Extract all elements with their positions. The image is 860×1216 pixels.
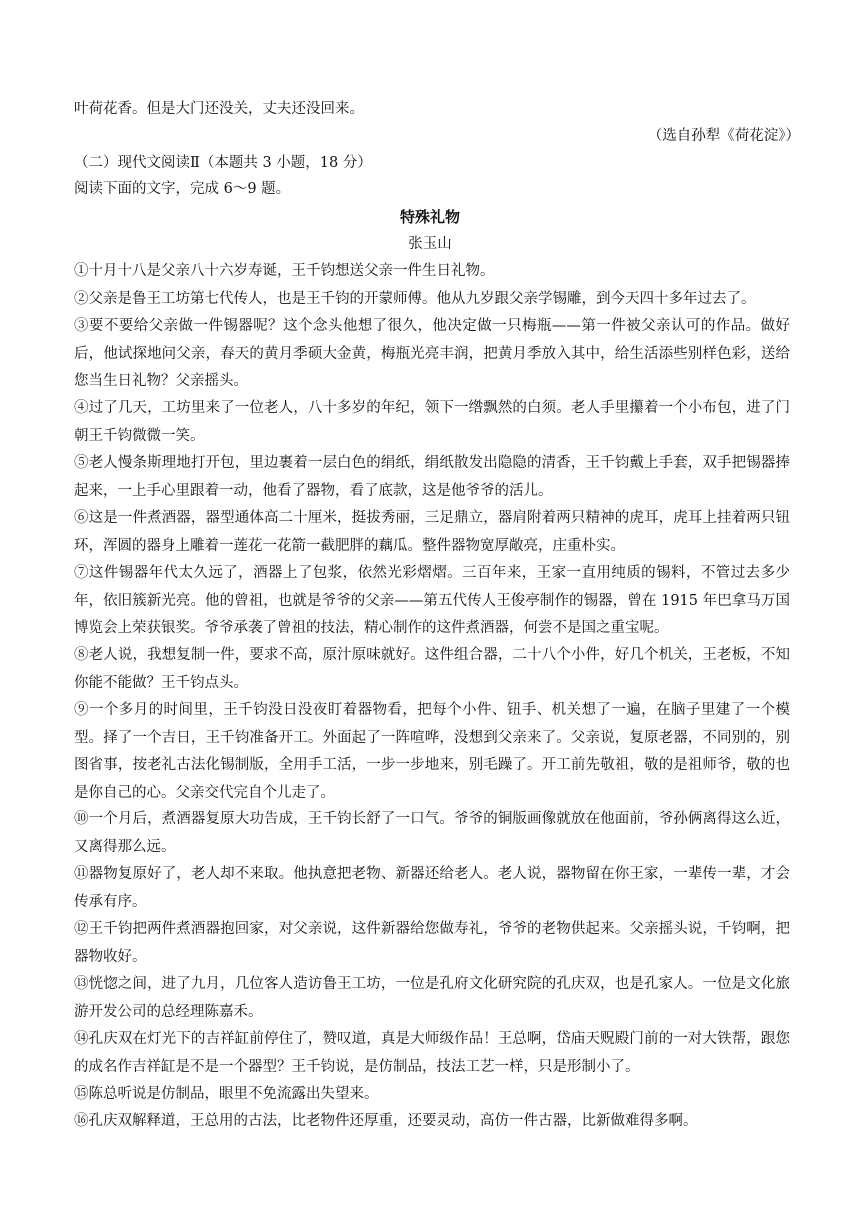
paragraph-8: ⑧老人说，我想复制一件，要求不高，原汁原味就好。这件组合器，二十八个小件，好几个机关，王老板，不知你能不能做？王千钧点头。 <box>74 647 790 691</box>
article-author: 张玉山 <box>408 236 452 252</box>
article-title: 特殊礼物 <box>399 208 460 226</box>
continuation-line: 叶荷花香。但是大门还没关，丈夫还没回来。 <box>74 101 364 117</box>
paragraph-2: ②父亲是鲁王工坊第七代传人，也是王千钧的开蒙师傅。他从九岁跟父亲学锡雕，到今天四十多年过去了。 <box>74 291 756 307</box>
paragraph-15: ⑮陈总听说是仿制品，眼里不免流露出失望来。 <box>74 1086 379 1102</box>
paragraph-5: ⑤老人慢条斯理地打开包，里边裹着一层白色的绢纸，绢纸散发出隐隐的清香，王千钧戴上手套，双手把锡器捧起来，一上手心里跟着一动，他看了器物，看了底款，这是他爷爷的活儿。 <box>74 455 790 499</box>
paragraph-11: ⑪器物复原好了，老人却不来取。他执意把老物、新器还给老人。老人说，器物留在你王家，一辈传一辈，才会传承有序。 <box>74 866 790 910</box>
paragraph-10: ⑩一个月后，煮酒器复原大功告成，王千钧长舒了一口气。爷爷的铜版画像就放在他面前，爷孙俩离得这么近，又离得那么远。 <box>74 811 790 855</box>
paragraph-12: ⑫王千钧把两件煮酒器抱回家，对父亲说，这件新器给您做寿礼，爷爷的老物供起来。父亲摇头说，千钧啊，把器物收好。 <box>74 921 790 965</box>
paragraph-6: ⑥这是一件煮酒器，器型通体高二十厘米，挺拔秀丽，三足鼎立，器肩附着两只精神的虎耳，虎耳上挂着两只钮环，浑圆的器身上雕着一莲花一花箭一截肥胖的藕瓜。整件器物宽厚敞亮，庄重朴实。 <box>74 510 790 554</box>
instruction-text: 阅读下面的文字，完成 6～9 题。 <box>74 181 291 197</box>
paragraph-4: ④过了几天，工坊里来了一位老人，八十多岁的年纪，领下一绺飘然的白须。老人手里攥着一个小布包，进了门朝王千钧微微一笑。 <box>74 400 790 444</box>
paragraph-13: ⑬恍惚之间，进了九月，几位客人造访鲁王工坊，一位是孔府文化研究院的孔庆双，也是孔家人。一位是文化旅游开发公司的总经理陈嘉禾。 <box>74 976 790 1020</box>
paragraph-9: ⑨一个多月的时间里，王千钧没日没夜盯着器物看，把每个小件、钮手、机关想了一遍，在脑子里建了一个模型。择了一个吉日，王千钧准备开工。外面起了一阵喧哗，没想到父亲来了。父亲说，复原老器，不同别的，别图省事，按老礼古法化锡制版，全用手工活，一步一步地来，别毛躁了。开工前先敬祖，敬的是祖师爷，敬的也是你自己的心。父亲交代完自个儿走了。 <box>74 702 790 801</box>
section-heading: （二）现代文阅读Ⅱ（本题共 3 小题，18 分） <box>74 155 372 171</box>
paragraph-14: ⑭孔庆双在灯光下的吉祥缸前停住了，赞叹道，真是大师级作品！王总啊，岱庙天贶殿门前的一对大铁帮，跟您的成名作吉祥缸是不是一个器型？王千钧说，是仿制品，技法工艺一样，只是形制小了。 <box>74 1031 790 1075</box>
paragraph-16: ⑯孔庆双解释道，王总用的古法，比老物件还厚重，还要灵动，高仿一件古器，比新做难得多啊。 <box>74 1113 698 1129</box>
paragraph-7: ⑦这件锡器年代太久远了，酒器上了包浆，依然光彩熠熠。三百年来，王家一直用纯质的锡料，不管过去多少年，依旧簇新光亮。他的曾祖，也就是爷爷的父亲——第五代传人王俊亭制作的锡器，曾在 1915 年巴拿马万国博览会上荣获银奖。爷爷承袭了曾祖的技法，精心制作的这件煮酒器，何尝不是国之重宝呢。 <box>74 565 790 636</box>
source-citation: （选自孙犁《荷花淀》） <box>647 128 800 144</box>
paragraph-1: ①十月十八是父亲八十六岁寿诞，王千钧想送父亲一件生日礼物。 <box>74 263 495 279</box>
paragraph-3: ③要不要给父亲做一件锡器呢？这个念头他想了很久，他决定做一只梅瓶——第一件被父亲认可的作品。做好后，他试探地问父亲，春天的黄月季硕大金黄，梅瓶光亮丰润，把黄月季放入其中，给生活添些别样色彩，送给您当生日礼物？父亲摇头。 <box>74 318 790 389</box>
